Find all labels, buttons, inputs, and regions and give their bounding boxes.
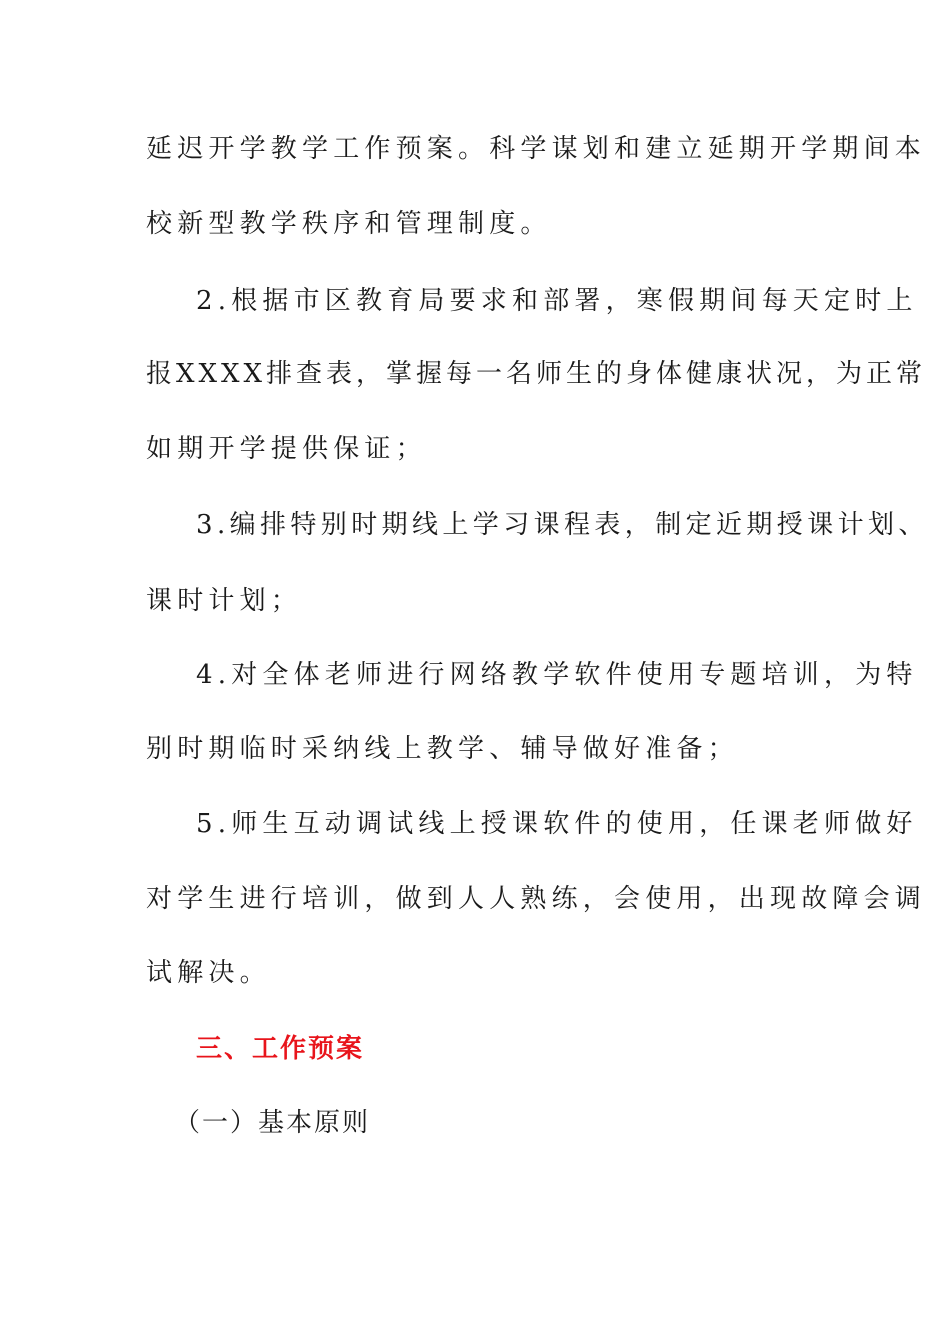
paragraph-line: 报XXXX排查表，掌握每一名师生的身体健康状况，为正常 bbox=[146, 359, 927, 389]
paragraph-line: 课时计划； bbox=[146, 586, 303, 616]
paragraph-line: 别时期临时采纳线上教学、辅导做好准备； bbox=[146, 734, 739, 764]
paragraph-line: 4.对全体老师进行网络教学软件使用专题培训，为特 bbox=[196, 660, 918, 690]
paragraph-line: 校新型教学秩序和管理制度。 bbox=[146, 209, 552, 239]
sub-heading: （一）基本原则 bbox=[174, 1108, 371, 1138]
paragraph-line: 延迟开学教学工作预案。科学谋划和建立延期开学期间本 bbox=[146, 134, 927, 164]
paragraph-line: 2.根据市区教育局要求和部署，寒假期间每天定时上 bbox=[196, 286, 918, 316]
paragraph-line: 5.师生互动调试线上授课软件的使用，任课老师做好 bbox=[196, 809, 918, 839]
section-heading: 三、工作预案 bbox=[196, 1034, 365, 1064]
paragraph-line: 如期开学提供保证； bbox=[146, 434, 427, 464]
paragraph-line: 3.编排特别时期线上学习课程表，制定近期授课计划、 bbox=[196, 510, 929, 540]
paragraph-line: 对学生进行培训，做到人人熟练，会使用，出现故障会调 bbox=[146, 884, 927, 914]
paragraph-line: 试解决。 bbox=[146, 958, 271, 988]
